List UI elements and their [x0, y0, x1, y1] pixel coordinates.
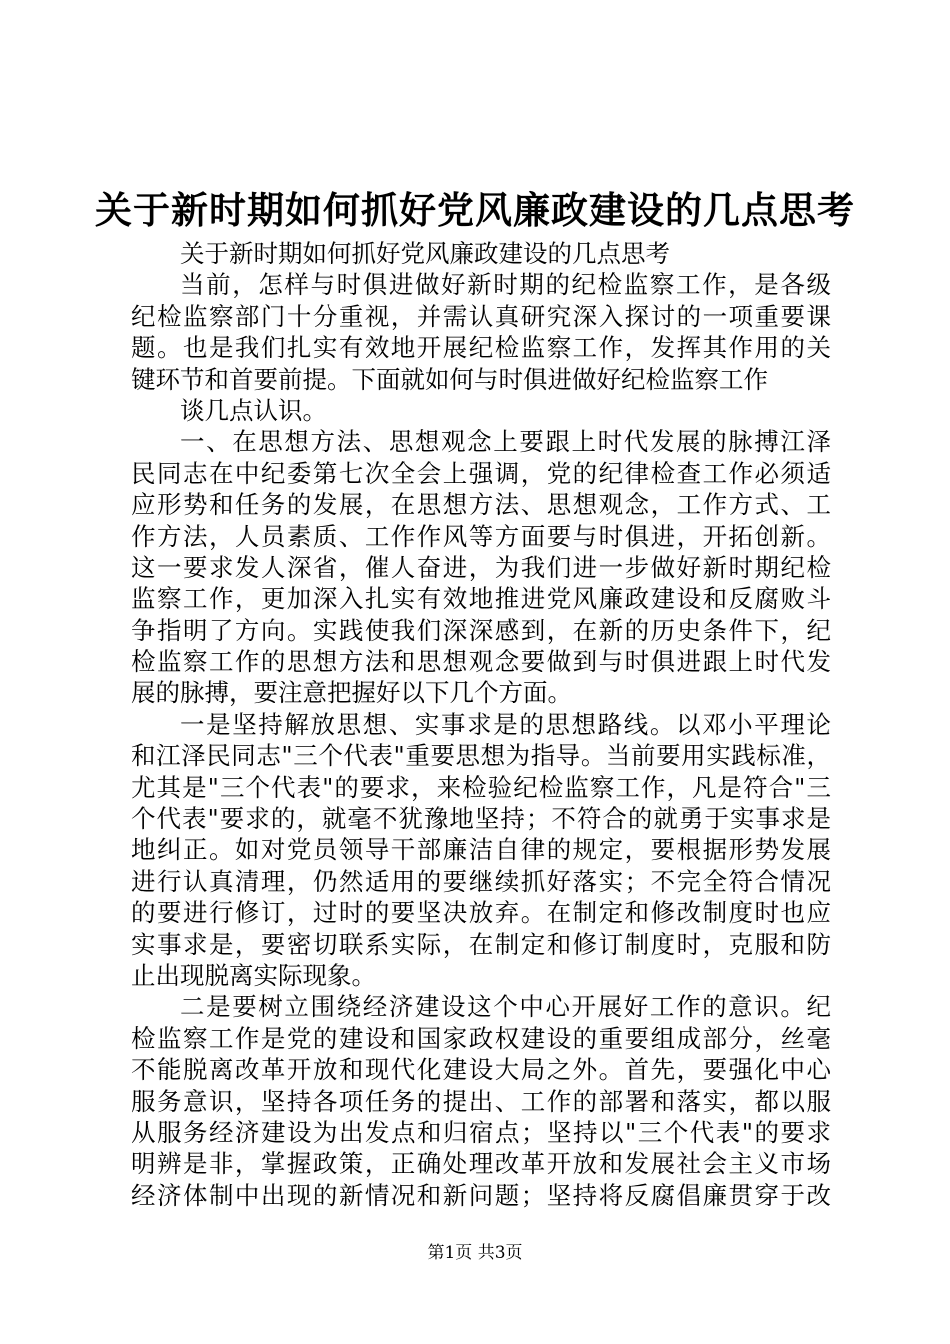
text-line: 谈几点认识。 — [180, 395, 327, 425]
text-line: 纪检监察部门十分重视，并需认真研究深入探讨的一项重要课 — [131, 301, 831, 331]
text-line: 这一要求发人深省，催人奋进，为我们进一步做好新时期纪检 — [131, 552, 831, 582]
text-line: 地纠正。如对党员领导干部廉洁自律的规定，要根据形势发展 — [131, 835, 831, 865]
text-line: 服务意识，坚持各项任务的提出、工作的部署和落实，都以服 — [131, 1086, 831, 1116]
text-line: 尤其是"三个代表"的要求，来检验纪检监察工作，凡是符合"三 — [131, 772, 831, 802]
document-body — [131, 238, 831, 1211]
text-line: 应形势和任务的发展，在思想方法、思想观念，工作方式、工 — [131, 490, 831, 520]
text-line: 经济体制中出现的新情况和新问题；坚持将反腐倡廉贯穿于改 — [131, 1180, 831, 1210]
text-line: 从服务经济建设为出发点和归宿点；坚持以"三个代表"的要求 — [131, 1117, 831, 1147]
text-line: 实事求是，要密切联系实际，在制定和修订制度时，克服和防 — [131, 929, 831, 959]
text-line: 一是坚持解放思想、实事求是的思想路线。以邓小平理论 — [180, 709, 831, 739]
text-line: 检监察工作是党的建设和国家政权建设的重要组成部分，丝毫 — [131, 1023, 831, 1053]
text-line: 检监察工作的思想方法和思想观念要做到与时俱进跟上时代发 — [131, 647, 831, 677]
text-line: 民同志在中纪委第七次全会上强调，党的纪律检查工作必须适 — [131, 458, 831, 488]
text-line: 和江泽民同志"三个代表"重要思想为指导。当前要用实践标准， — [131, 741, 831, 771]
text-line: 一、在思想方法、思想观念上要跟上时代发展的脉搏江泽 — [180, 427, 831, 457]
text-line: 明辨是非，掌握政策，正确处理改革开放和发展社会主义市场 — [131, 1149, 831, 1179]
text-line: 不能脱离改革开放和现代化建设大局之外。首先，要强化中心 — [131, 1055, 831, 1085]
text-line: 止出现脱离实际现象。 — [131, 960, 376, 990]
text-line: 展的脉搏，要注意把握好以下几个方面。 — [131, 678, 572, 708]
text-line: 当前，怎样与时俱进做好新时期的纪检监察工作，是各级 — [180, 270, 831, 300]
document-title: 关于新时期如何抓好党风廉政建设的几点思考 — [95, 188, 855, 232]
text-line: 进行认真清理，仍然适用的要继续抓好落实；不完全符合情况 — [131, 866, 831, 896]
page-footer: 第1页 共3页 — [427, 1243, 523, 1263]
text-line: 争指明了方向。实践使我们深深感到，在新的历史条件下，纪 — [131, 615, 831, 645]
text-line: 二是要树立围绕经济建设这个中心开展好工作的意识。纪 — [180, 992, 831, 1022]
text-line: 个代表"要求的，就毫不犹豫地坚持；不符合的就勇于实事求是 — [131, 804, 831, 834]
text-line: 键环节和首要前提。下面就如何与时俱进做好纪检监察工作 — [131, 364, 768, 394]
text-line: 的要进行修订，过时的要坚决放弃。在制定和修改制度时也应 — [131, 898, 831, 928]
text-line: 关于新时期如何抓好党风廉政建设的几点思考 — [180, 239, 670, 268]
text-line: 作方法，人员素质、工作作风等方面要与时俱进，开拓创新。 — [131, 521, 831, 551]
text-line: 监察工作，更加深入扎实有效地推进党风廉政建设和反腐败斗 — [131, 584, 831, 614]
text-line: 题。也是我们扎实有效地开展纪检监察工作，发挥其作用的关 — [131, 333, 831, 363]
